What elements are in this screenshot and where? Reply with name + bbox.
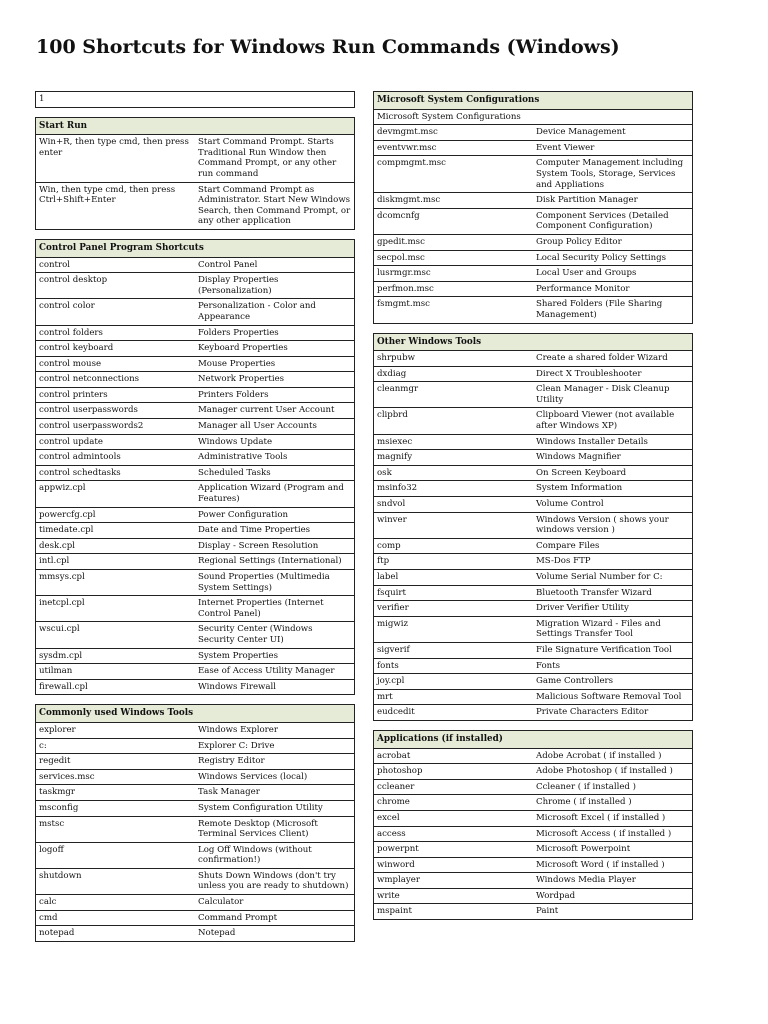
command-cell: control	[36, 257, 196, 273]
description-cell: Adobe Photoshop ( if installed )	[533, 764, 693, 780]
description-cell: Registry Editor	[195, 754, 355, 770]
command-cell: control keyboard	[36, 341, 196, 357]
description-cell: Driver Verifier Utility	[533, 601, 693, 617]
table-row	[36, 387, 355, 403]
page-number: 1	[36, 92, 355, 108]
description-cell: Create a shared folder Wizard	[533, 351, 693, 367]
section-microsoft-system-configurations	[373, 91, 693, 324]
description-cell: MS-Dos FTP	[533, 554, 693, 570]
description-cell: Volume Control	[533, 497, 693, 513]
description-cell: Printers Folders	[195, 387, 355, 403]
table-row	[36, 356, 355, 372]
command-cell: eudcedit	[374, 705, 534, 721]
command-cell: control desktop	[36, 273, 196, 299]
description-cell: Explorer C: Drive	[195, 738, 355, 754]
command-cell: Win, then type cmd, then press Ctrl+Shift+Enter	[36, 182, 196, 229]
section-heading: Start Run	[36, 117, 355, 135]
description-cell: Microsoft Powerpoint	[533, 842, 693, 858]
table-row	[36, 868, 355, 894]
table-row	[374, 140, 693, 156]
command-cell: control admintools	[36, 450, 196, 466]
command-cell: Microsoft System Configurations	[374, 109, 534, 125]
table-row	[36, 554, 355, 570]
table-row	[374, 748, 693, 764]
description-cell: Regional Settings (International)	[195, 554, 355, 570]
table-row	[36, 622, 355, 648]
description-cell: Computer Management including System Tools, Storage, Services and Appliations	[533, 156, 693, 193]
table-row	[36, 341, 355, 357]
command-cell: dxdiag	[374, 366, 534, 382]
description-cell: Display - Screen Resolution	[195, 538, 355, 554]
table-row	[374, 109, 693, 125]
description-cell: Scheduled Tasks	[195, 465, 355, 481]
table-row	[374, 826, 693, 842]
description-cell: Group Policy Editor	[533, 234, 693, 250]
command-cell: mrt	[374, 689, 534, 705]
right-column	[373, 91, 693, 929]
command-cell: inetcpl.cpl	[36, 596, 196, 622]
table-row	[36, 135, 355, 182]
description-cell: Adobe Acrobat ( if installed )	[533, 748, 693, 764]
table-row	[36, 325, 355, 341]
command-cell: diskmgmt.msc	[374, 193, 534, 209]
description-cell: Administrative Tools	[195, 450, 355, 466]
page-title: 100 Shortcuts for Windows Run Commands (Windows)	[36, 36, 620, 58]
command-cell: sysdm.cpl	[36, 648, 196, 664]
command-cell: excel	[374, 810, 534, 826]
command-cell: control folders	[36, 325, 196, 341]
table-row	[36, 570, 355, 596]
table-row	[36, 738, 355, 754]
table-row	[36, 419, 355, 435]
description-cell: Shuts Down Windows (don't try unless you are ready to shutdown)	[195, 868, 355, 894]
table-row	[36, 842, 355, 868]
command-cell: regedit	[36, 754, 196, 770]
description-cell: System Information	[533, 481, 693, 497]
section-heading: Applications (if installed)	[374, 730, 693, 748]
table-row	[374, 366, 693, 382]
section-heading: Other Windows Tools	[374, 333, 693, 351]
command-cell: control update	[36, 434, 196, 450]
table-row	[36, 450, 355, 466]
table-row	[374, 382, 693, 408]
table-row	[374, 351, 693, 367]
command-cell: firewall.cpl	[36, 679, 196, 695]
section-heading: Commonly used Windows Tools	[36, 705, 355, 723]
command-cell: wmplayer	[374, 873, 534, 889]
command-cell: control userpasswords2	[36, 419, 196, 435]
command-cell: explorer	[36, 722, 196, 738]
description-cell: Manager current User Account	[195, 403, 355, 419]
description-cell: Migration Wizard - Files and Settings Transfer Tool	[533, 616, 693, 642]
command-cell: fsmgmt.msc	[374, 297, 534, 323]
description-cell: Private Characters Editor	[533, 705, 693, 721]
command-cell: mmsys.cpl	[36, 570, 196, 596]
command-cell: magnify	[374, 450, 534, 466]
table-row	[36, 816, 355, 842]
description-cell: Windows Magnifier	[533, 450, 693, 466]
description-cell: Event Viewer	[533, 140, 693, 156]
table-row	[374, 705, 693, 721]
section-other-windows-tools	[373, 333, 693, 721]
description-cell: Malicious Software Removal Tool	[533, 689, 693, 705]
command-cell: fsquirt	[374, 585, 534, 601]
table-row	[36, 465, 355, 481]
command-cell: gpedit.msc	[374, 234, 534, 250]
command-cell: access	[374, 826, 534, 842]
command-cell: intl.cpl	[36, 554, 196, 570]
table-row	[374, 281, 693, 297]
command-cell: eventvwr.msc	[374, 140, 534, 156]
description-cell: File Signature Verification Tool	[533, 642, 693, 658]
command-cell: acrobat	[374, 748, 534, 764]
table-row	[374, 857, 693, 873]
description-cell: Internet Properties (Internet Control Panel)	[195, 596, 355, 622]
command-cell: verifier	[374, 601, 534, 617]
description-cell: Direct X Troubleshooter	[533, 366, 693, 382]
table-row	[374, 538, 693, 554]
command-cell: sigverif	[374, 642, 534, 658]
command-cell: shutdown	[36, 868, 196, 894]
table-row	[36, 481, 355, 507]
table-row	[36, 910, 355, 926]
table-row	[374, 585, 693, 601]
command-cell: sndvol	[374, 497, 534, 513]
section-start-run	[35, 117, 355, 230]
description-cell	[533, 109, 693, 125]
description-cell: Keyboard Properties	[195, 341, 355, 357]
command-cell: powercfg.cpl	[36, 507, 196, 523]
description-cell: Device Management	[533, 125, 693, 141]
command-cell: devmgmt.msc	[374, 125, 534, 141]
command-cell: fonts	[374, 658, 534, 674]
command-cell: logoff	[36, 842, 196, 868]
command-cell: notepad	[36, 926, 196, 942]
description-cell: System Configuration Utility	[195, 800, 355, 816]
command-cell: mstsc	[36, 816, 196, 842]
description-cell: Local Security Policy Settings	[533, 250, 693, 266]
command-cell: ftp	[374, 554, 534, 570]
command-cell: control printers	[36, 387, 196, 403]
description-cell: Network Properties	[195, 372, 355, 388]
command-cell: control userpasswords	[36, 403, 196, 419]
description-cell: Mouse Properties	[195, 356, 355, 372]
command-cell: powerpnt	[374, 842, 534, 858]
command-cell: secpol.msc	[374, 250, 534, 266]
table-row	[374, 481, 693, 497]
description-cell: Clipboard Viewer (not available after Windows XP)	[533, 408, 693, 434]
table-row	[36, 596, 355, 622]
command-cell: c:	[36, 738, 196, 754]
section-heading: Microsoft System Configurations	[374, 92, 693, 110]
section-applications-if-installed	[373, 730, 693, 920]
description-cell: Compare Files	[533, 538, 693, 554]
description-cell: Wordpad	[533, 888, 693, 904]
page-number-box	[35, 91, 355, 108]
description-cell: Sound Properties (Multimedia System Settings)	[195, 570, 355, 596]
table-row	[36, 648, 355, 664]
description-cell: Local User and Groups	[533, 266, 693, 282]
description-cell: Performance Monitor	[533, 281, 693, 297]
table-row	[374, 234, 693, 250]
table-row	[374, 842, 693, 858]
command-cell: winver	[374, 512, 534, 538]
command-cell: timedate.cpl	[36, 523, 196, 539]
table-row	[36, 769, 355, 785]
table-row	[374, 689, 693, 705]
table-row	[374, 125, 693, 141]
command-cell: msconfig	[36, 800, 196, 816]
command-cell: msinfo32	[374, 481, 534, 497]
command-cell: control schedtasks	[36, 465, 196, 481]
description-cell: Task Manager	[195, 785, 355, 801]
command-cell: chrome	[374, 795, 534, 811]
description-cell: Control Panel	[195, 257, 355, 273]
table-row	[374, 193, 693, 209]
description-cell: Shared Folders (File Sharing Management)	[533, 297, 693, 323]
command-cell: joy.cpl	[374, 674, 534, 690]
command-cell: services.msc	[36, 769, 196, 785]
description-cell: Manager all User Accounts	[195, 419, 355, 435]
table-row	[36, 507, 355, 523]
command-cell: ccleaner	[374, 779, 534, 795]
table-row	[374, 434, 693, 450]
table-row	[36, 895, 355, 911]
description-cell: Windows Update	[195, 434, 355, 450]
description-cell: Calculator	[195, 895, 355, 911]
table-row	[374, 408, 693, 434]
description-cell: Start Command Prompt as Administrator. Start New Windows Search, then Command Prompt, or any other application	[195, 182, 355, 229]
description-cell: Folders Properties	[195, 325, 355, 341]
command-cell: appwiz.cpl	[36, 481, 196, 507]
table-row	[36, 182, 355, 229]
description-cell: Display Properties (Personalization)	[195, 273, 355, 299]
description-cell: Windows Installer Details	[533, 434, 693, 450]
command-cell: taskmgr	[36, 785, 196, 801]
section-commonly-used-windows-tools	[35, 704, 355, 942]
description-cell: Clean Manager - Disk Cleanup Utility	[533, 382, 693, 408]
table-row	[374, 658, 693, 674]
table-row	[36, 679, 355, 695]
command-cell: label	[374, 570, 534, 586]
table-row	[36, 273, 355, 299]
section-heading: Control Panel Program Shortcuts	[36, 239, 355, 257]
description-cell: Windows Media Player	[533, 873, 693, 889]
table-row	[36, 800, 355, 816]
command-cell: perfmon.msc	[374, 281, 534, 297]
table-row	[374, 779, 693, 795]
command-cell: cleanmgr	[374, 382, 534, 408]
table-row	[374, 570, 693, 586]
table-row	[374, 642, 693, 658]
command-cell: dcomcnfg	[374, 208, 534, 234]
description-cell: Log Off Windows (without confirmation!)	[195, 842, 355, 868]
table-row	[36, 785, 355, 801]
table-row	[36, 722, 355, 738]
description-cell: Volume Serial Number for C:	[533, 570, 693, 586]
command-cell: comp	[374, 538, 534, 554]
table-row	[374, 601, 693, 617]
table-row	[374, 250, 693, 266]
description-cell: Bluetooth Transfer Wizard	[533, 585, 693, 601]
table-row	[36, 434, 355, 450]
command-cell: lusrmgr.msc	[374, 266, 534, 282]
description-cell: Ccleaner ( if installed )	[533, 779, 693, 795]
table-row	[36, 664, 355, 680]
table-row	[374, 616, 693, 642]
description-cell: Remote Desktop (Microsoft Terminal Services Client)	[195, 816, 355, 842]
command-cell: Win+R, then type cmd, then press enter	[36, 135, 196, 182]
command-cell: wscui.cpl	[36, 622, 196, 648]
description-cell: Fonts	[533, 658, 693, 674]
table-row	[36, 372, 355, 388]
table-row	[374, 888, 693, 904]
section-control-panel-program-shortcuts	[35, 239, 355, 695]
description-cell: Component Services (Detailed Component Configuration)	[533, 208, 693, 234]
command-cell: desk.cpl	[36, 538, 196, 554]
description-cell: Chrome ( if installed )	[533, 795, 693, 811]
description-cell: Windows Services (local)	[195, 769, 355, 785]
table-row	[374, 266, 693, 282]
description-cell: Command Prompt	[195, 910, 355, 926]
table-row	[374, 810, 693, 826]
description-cell: Microsoft Word ( if installed )	[533, 857, 693, 873]
description-cell: Notepad	[195, 926, 355, 942]
table-row	[36, 257, 355, 273]
command-cell: calc	[36, 895, 196, 911]
table-row	[374, 450, 693, 466]
description-cell: Personalization - Color and Appearance	[195, 299, 355, 325]
command-cell: photoshop	[374, 764, 534, 780]
table-row	[36, 754, 355, 770]
command-cell: mspaint	[374, 904, 534, 920]
command-cell: migwiz	[374, 616, 534, 642]
description-cell: Windows Explorer	[195, 722, 355, 738]
description-cell: Windows Firewall	[195, 679, 355, 695]
command-cell: shrpubw	[374, 351, 534, 367]
table-row	[374, 156, 693, 193]
table-row	[36, 926, 355, 942]
table-row	[374, 512, 693, 538]
description-cell: System Properties	[195, 648, 355, 664]
description-cell: Microsoft Excel ( if installed )	[533, 810, 693, 826]
command-cell: winword	[374, 857, 534, 873]
table-row	[374, 904, 693, 920]
table-row	[36, 538, 355, 554]
description-cell: Windows Version ( shows your windows version )	[533, 512, 693, 538]
description-cell: Date and Time Properties	[195, 523, 355, 539]
table-row	[374, 497, 693, 513]
command-cell: msiexec	[374, 434, 534, 450]
command-cell: control netconnections	[36, 372, 196, 388]
command-cell: cmd	[36, 910, 196, 926]
table-row	[36, 523, 355, 539]
command-cell: compmgmt.msc	[374, 156, 534, 193]
description-cell: Ease of Access Utility Manager	[195, 664, 355, 680]
table-row	[374, 674, 693, 690]
table-row	[374, 764, 693, 780]
table-row	[374, 297, 693, 323]
table-row	[374, 873, 693, 889]
description-cell: On Screen Keyboard	[533, 465, 693, 481]
table-row	[36, 299, 355, 325]
table-row	[374, 795, 693, 811]
description-cell: Game Controllers	[533, 674, 693, 690]
table-row	[374, 465, 693, 481]
table-row	[374, 208, 693, 234]
description-cell: Power Configuration	[195, 507, 355, 523]
description-cell: Security Center (Windows Security Center UI)	[195, 622, 355, 648]
left-column	[35, 91, 355, 951]
command-cell: utilman	[36, 664, 196, 680]
description-cell: Start Command Prompt. Starts Traditional Run Window then Command Prompt, or any other run command	[195, 135, 355, 182]
command-cell: clipbrd	[374, 408, 534, 434]
table-row	[36, 403, 355, 419]
command-cell: osk	[374, 465, 534, 481]
description-cell: Disk Partition Manager	[533, 193, 693, 209]
description-cell: Paint	[533, 904, 693, 920]
table-row	[374, 554, 693, 570]
command-cell: write	[374, 888, 534, 904]
description-cell: Application Wizard (Program and Features)	[195, 481, 355, 507]
description-cell: Microsoft Access ( if installed )	[533, 826, 693, 842]
command-cell: control color	[36, 299, 196, 325]
command-cell: control mouse	[36, 356, 196, 372]
